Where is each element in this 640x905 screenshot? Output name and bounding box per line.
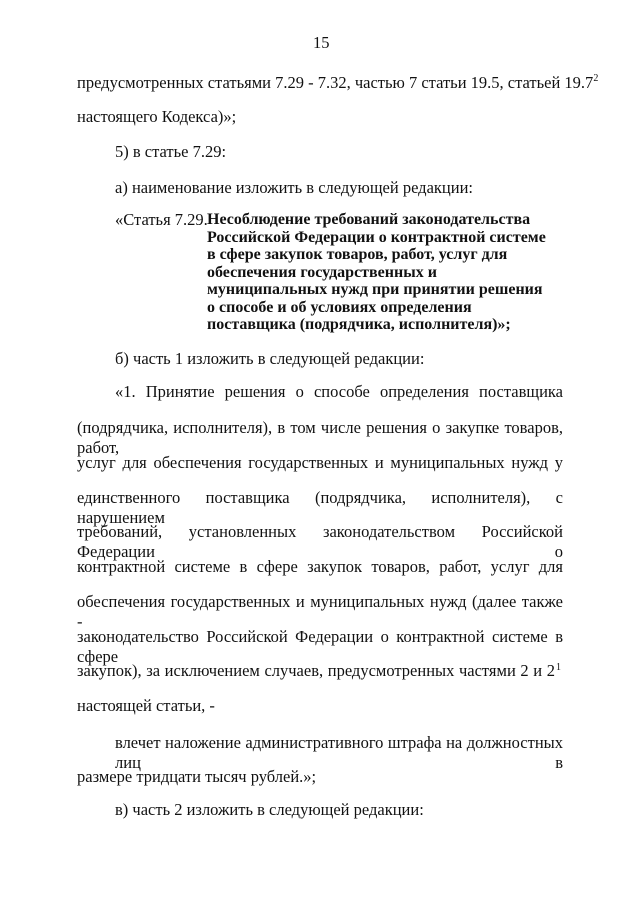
list-item: 5) в статье 7.29: bbox=[115, 142, 227, 161]
text-span: закупок), за исключением случаев, предусмотренных частями 2 и 2 bbox=[77, 661, 555, 680]
paragraph-line: (подрядчика, исполнителя), в том числе решения о закупке товаров, работ, bbox=[77, 418, 563, 457]
superscript: 2 bbox=[593, 73, 599, 84]
paragraph-line: требований, установленных законодательством Российской Федерации о bbox=[77, 522, 563, 561]
paragraph-line: единственного поставщика (подрядчика, исполнителя), с нарушением bbox=[77, 488, 563, 527]
paragraph-line: услуг для обеспечения государственных и муниципальных нужд у bbox=[77, 453, 563, 472]
article-title: Несоблюдение требований законодательства Российской Федерации о контрактной системе в сфере закупок товаров, работ, услуг для обеспечения государственных и муниципальных нужд при принятии решения о способе и об условиях определения поставщика (подрядчика, исполнителя)»; bbox=[207, 211, 546, 333]
paragraph-line: влечет наложение административного штрафа на должностных лиц в bbox=[115, 733, 563, 772]
list-item: а) наименование изложить в следующей редакции: bbox=[115, 178, 473, 197]
text-span: предусмотренных статьями 7.29 - 7.32, частью 7 статьи 19.5, статьей 19.7 bbox=[77, 73, 594, 92]
article-prefix: «Статья 7.29. bbox=[115, 210, 208, 229]
paragraph-line bbox=[77, 661, 555, 681]
paragraph-line: настоящей статьи, - bbox=[77, 696, 215, 715]
paragraph-line: обеспечения государственных и муниципальных нужд (далее также - bbox=[77, 592, 563, 631]
paragraph-line: контрактной системе в сфере закупок товаров, работ, услуг для bbox=[77, 557, 563, 576]
paragraph-line: размере тридцати тысяч рублей.»; bbox=[77, 767, 317, 786]
text-line: настоящего Кодекса)»; bbox=[77, 107, 237, 126]
list-item: в) часть 2 изложить в следующей редакции: bbox=[115, 800, 424, 819]
paragraph-line: законодательство Российской Федерации о контрактной системе в сфере bbox=[77, 627, 563, 666]
list-item: б) часть 1 изложить в следующей редакции: bbox=[115, 349, 425, 368]
paragraph-line: «1. Принятие решения о способе определения поставщика bbox=[115, 382, 563, 401]
text-line bbox=[77, 73, 598, 93]
page-number: 15 bbox=[313, 33, 330, 52]
